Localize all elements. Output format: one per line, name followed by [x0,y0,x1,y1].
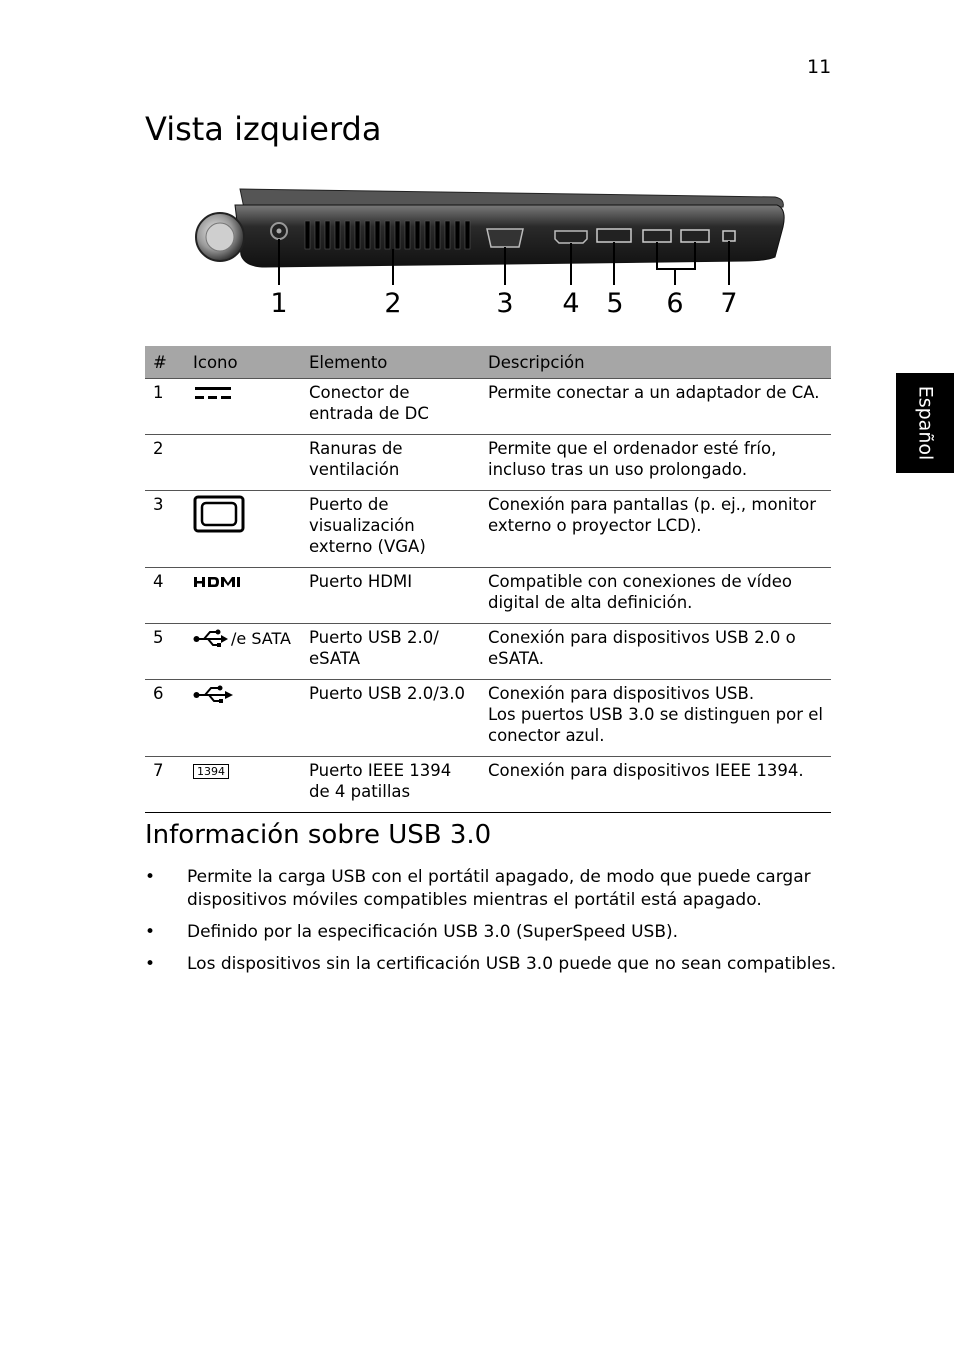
row-element: Ranuras de ventilación [301,435,480,491]
table-row [145,568,831,624]
callout-5: 5 [606,288,624,319]
row-element: Puerto USB 2.0/3.0 [301,680,480,757]
table-header-row [145,346,831,379]
table-row [145,757,831,813]
row-number: 1 [145,379,185,435]
hdmi-port [555,231,587,243]
callout-4: 4 [562,288,580,319]
row-description: Conexión para dispositivos IEEE 1394. [480,757,831,813]
row-number: 7 [145,757,185,813]
callout-2: 2 [384,288,402,319]
ports-table [145,346,831,813]
callout-1: 1 [270,288,288,319]
header-element: Elemento [301,346,480,379]
vga-port [487,229,523,247]
usb-section-title: Información sobre USB 3.0 [145,820,492,850]
row-description: Permite conectar a un adaptador de CA. [480,379,831,435]
row-number: 5 [145,624,185,680]
page-title: Vista izquierda [145,110,382,148]
table-row [145,680,831,757]
row-number: 2 [145,435,185,491]
header-icon: Icono [185,346,301,379]
row-description: Conexión para dispositivos USB 2.0 o eSATA. [480,624,831,680]
row-description: Conexión para dispositivos USB. Los puertos USB 3.0 se distinguen por el conector azul. [480,680,831,757]
table-row [145,435,831,491]
page-number: 11 [807,56,832,78]
row-element: Puerto USB 2.0/ eSATA [301,624,480,680]
callout-7: 7 [720,288,738,319]
vga-monitor-icon [193,495,245,533]
row-number: 6 [145,680,185,757]
language-tab [896,373,954,473]
table-row [145,379,831,435]
ieee1394-port [723,231,735,241]
usb-info-list [145,866,845,985]
hdmi-logo-icon [193,575,249,589]
usb-icon [193,684,235,704]
laptop-left-side-figure [145,175,831,325]
callout-6: 6 [666,288,684,319]
row-element: Puerto IEEE 1394 de 4 patillas [301,757,480,813]
list-item: • Definido por la especificación USB 3.0 (SuperSpeed USB). [145,921,845,944]
callout-3: 3 [496,288,514,319]
header-number: # [145,346,185,379]
esata-label: /e SATA [231,628,291,648]
header-description: Descripción [480,346,831,379]
usb-port-a [643,230,671,242]
ieee1394-icon: 1394 [193,764,229,779]
dc-power-icon [193,384,233,402]
ventilation-slots [305,221,470,249]
row-description: Conexión para pantallas (p. ej., monitor externo o proyector LCD). [480,491,831,568]
language-tab-label: Español [914,385,936,461]
list-item: • Permite la carga USB con el portátil apagado, de modo que puede cargar dispositivos móviles compatibles mientras el portátil está apagado. [145,866,845,912]
row-number: 4 [145,568,185,624]
row-description: Compatible con conexiones de vídeo digital de alta definición. [480,568,831,624]
row-description: Permite que el ordenador esté frío, incluso tras un uso prolongado. [480,435,831,491]
table-row [145,491,831,568]
table-row [145,624,831,680]
row-element: Puerto HDMI [301,568,480,624]
list-item: • Los dispositivos sin la certificación USB 3.0 puede que no sean compatibles. [145,953,845,976]
row-element: Conector de entrada de DC [301,379,480,435]
usb-esata-port [597,229,631,242]
usb-icon [193,628,229,648]
usb-port-b [681,230,709,242]
row-number: 3 [145,491,185,568]
row-element: Puerto de visualización externo (VGA) [301,491,480,568]
